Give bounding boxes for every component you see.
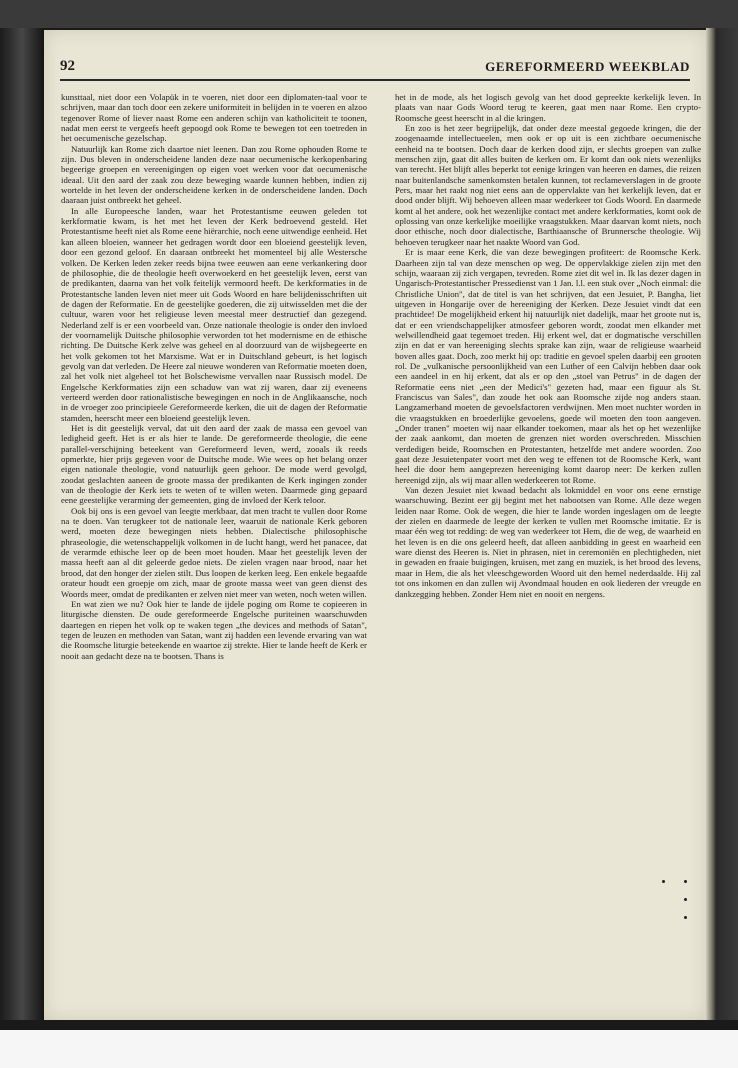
scan-top-border bbox=[0, 0, 738, 28]
scan-bottom-margin bbox=[0, 1030, 738, 1068]
left-text-column bbox=[61, 92, 367, 661]
paragraph: Natuurlijk kan Rome zich daartoe niet leenen. Dan zou Rome ophouden Rome te zijn. Dus bleven in onderscheidene landen deze naar oecumenische kerkopenbaring begeerige groepen en vereenigingen op eigen voet werken voor dat oecumenische ideaal. Uit den aard der zaak zou deze beweging waarde kunnen hebben, indien zij wortelde in het leven der onderscheidene kerken in de onderscheidene landen. Doch daaraan juist ontbreekt het geheel. bbox=[61, 143, 367, 206]
page-number: 92 bbox=[60, 58, 75, 74]
right-text-column bbox=[395, 92, 701, 599]
paragraph: het in de mode, als het logisch gevolg van het dood gepreekte kerkelijk leven. In plaats van naar Gods Woord terug te keeren, gaat men naar Rome. Een crypto-Roomsche geest heerscht in al die kringen. bbox=[395, 92, 701, 123]
paragraph: Van dezen Jesuiet niet kwaad bedacht als lokmiddel en voor ons eene ernstige waarschuwing. Bezint eer gij begint met het nabootsen van Rome. Alle deze wegen leiden naar Rome. Ook de wegen, die hier te lande worden ingeslagen om de leegte der zielen en daarmede de leegte der kerken te vullen met Roomsche imitatie. Er is maar één weg tot redding: de weg van wederkeer tot Hem, die de weg, de waarheid en het leven is en die ons geleerd heeft, dat alleen aanbidding in geest en waarheid een ware dienst des Heeren is. Niet in phrasen, niet in ceremoniën en plechtigheden, niet in gewaden en fraaie buigingen, kruisen, met zang en muziek, is het brood des levens, maar in Hem, die als het vleeschgeworden Woord uit den hemel nederdaalde. Hij zal tot ons inkomen en dan zullen wij Avondmaal houden en ook liederen der vreugde en dankzegging hebben. Zonder Hem niet en nooit en nergens. bbox=[395, 485, 701, 599]
ornament-dot bbox=[662, 880, 665, 883]
ornament-dot bbox=[684, 898, 687, 901]
paragraph: Ook bij ons is een gevoel van leegte merkbaar, dat men tracht te vullen door Rome na te doen. Van terugkeer tot de nationale leer, waaruit de nationale Kerk geboren werd, moeten deze bewegingen niets hebben. Dialectische philosophische phraseologie, die wetenschappelijk volkomen in de lucht hangt, werd het panacee, dat de verarmde ethische leer op de been moet houden. Maar het geestelijk leven der massa heeft aan al dit geleerde gedoe niets. De zielen vragen naar brood, naar het brood, dat den honger der zielen stilt. Dus loopen de kerken leeg. Een enkele begaafde orateur houdt een groepje om zich, maar de groote massa weet van geen dienst des Woords meer, omdat de predikanten er zelven niet meer van weten, noch weten willen. bbox=[61, 505, 367, 599]
paragraph: En zoo is het zeer begrijpelijk, dat onder deze meestal gegoede kringen, die der zoogenaamde intellectueelen, men ook er op uit is een zichtbare oecumenische eenheid na te bootsen. Doch daar de kerken dood zijn, er slechts groepen van zulke menschen zijn, gaat dit alles buiten de kerken om. Er komt dan ook niets wezenlijks van terecht. Het blijft alles beperkt tot eenige kringen van heeren en dames, die reizen naar buitenlandsche samenkomsten betalen kunnen, tot reclameverslagen in de groote Pers, maar het raakt nog niet eens aan de oppervlakte van het kerkelijk leven, dat er dood onder blijft. Wij behoeven alleen maar wederkeer tot Gods Woord. En daarmede komt al het andere, ook het wezenlijke contact met andere kerkformaties, komt ook de oplossing van onze kerkelijke moeilijke vraagstukken. Maar daarvan komt niets, noch door ethische, noch door dialectische, Barthiaansche of Brunnersche theologie. Wij behoeven terugkeer naar het naakte Woord van God. bbox=[395, 123, 701, 247]
paragraph: kunsttaal, niet door een Volapük in te voeren, niet door een diplomaten-taal voor te schrijven, maar dan toch door een zekere uniformiteit in belijden in te voeren en alzoo tegenover Rome of liever naast Rome een anderen schijn van katholiciteit te toonen, nadat men eerst te vergeefs heeft gepoogd ook Rome te bewegen tot een toetreden in het oecumenische gezelschap. bbox=[61, 92, 367, 144]
ornament-dot bbox=[684, 916, 687, 919]
scan-left-binding bbox=[0, 28, 44, 1028]
header-rule bbox=[60, 79, 690, 81]
section-end-ornament bbox=[660, 876, 690, 926]
scan-bottom-border bbox=[0, 1020, 738, 1030]
paragraph: Het is dit geestelijk verval, dat uit den aard der zaak de massa een gevoel van ledigheid geeft. Het is er als hier te lande. De gereformeerde theologie, die eene parallel-verschijning beteekent van Gereformeerd leven, werd, zooals ik reeds opmerkte, hier prijs gegeven voor de Duitsche mode. Wie wees op het belang onzer eigen nationale theologie, vond natuurlijk geen gehoor. De mode werd gevolgd, zoodat geslachten aaneen de groote massa der predikanten de Kerk ingingen zonder van de theologie der Kerk iets te weten of te willen weten. Daarmede ging gepaard eene geestelijke verarming der gemeenten, ging de invloed der Kerk teloor. bbox=[61, 423, 367, 506]
paragraph: Er is maar eene Kerk, die van deze bewegingen profiteert: de Roomsche Kerk. Daarheen zijn tal van deze menschen op weg. De oppervlakkige zielen zijn met den schijn, waaraan zij zich vergapen, tevreden. Rome ziet dit wel in. Ik las dezer dagen in Ungarisch-Protestantischer Pressedienst van 1 Jan. l.l. een stuk over „Noch einmal: die Christliche Union", dat de titel is van het schrijven, dat een Jesuiet, P. Bangha, liet uitgeven in Hongarije over de hereeniging der Kerken. Deze Jesuiet vindt dat een prachtidee! De mogelijkheid erkent hij natuurlijk niet dadelijk, maar het groote nut is, dat er een vriendschappelijker atmosfeer geboren wordt, zoodat men elkander met welwillendheid gaat tegemoet treden. Hij erkent wel, dat er dogmatische verschillen zijn en dat er van hereeniging slechts sprake kan zijn, waar de religieuse waarheid boven alles gaat. Doch, zoo merkt hij op: traditie en gevoel spelen daarbij een grooten rol. De „vulkanische persoonlijkheid van een Luther of een Calvijn hebben daar ook een aandeel in en hij erkent, dat als er op den „stoel van Petrus" in de dagen der Reformatie eens niet „een der Medici's" gezeten had, maar een figuur als St. Franciscus van Sales", dan zoude het ook aan Roomsche zijde nog anders staan. Langzamerhand moeten de gevoelsfactoren verdwijnen. Men moet nuchter worden in die vraagstukken en broederlijke gevoelens, goede wil moeten den toon aangeven. „Onder tranen" moeten wij naar elkander toekomen, maar als het op het wezenlijke der zaak aankomt, dan moeten de grenzen niet worden overschreden. Misschien verdedigen beide, Roomschen en Protestanten, hetzelfde met andere woorden. Zoo gaat deze Jesuietenpater voort met den weg te effenen tot de Roomsche Kerk, want heel die door hem aangeprezen hereeniging komt daarop neer: De kerken zullen hereenigd zijn, als wij maar allen wederkeeren tot Rome. bbox=[395, 247, 701, 485]
paragraph: In alle Europeesche landen, waar het Protestantisme eeuwen geleden tot kerkformatie kwam, is het met het leven der Kerk bedroevend gesteld. Het Protestantisme heeft niet als Rome eene hiërarchie, noch eene uitwendige eenheid. Het kan alleen bloeien, wanneer het gedragen wordt door een bloeiend geestelijk leven, door een gezond geloof. En daaraan ontbreekt het momenteel bij alle Westersche volken. De Kerken leden zeker reeds bijna twee eeuwen aan eene verkankering door de philosophie, die de theologie heeft overwoekerd en het geestelijk leven, eerst van de predikanten, daarna van het volk feitelijk vermoord heeft. De kerkformaties in de Protestantsche landen leven niet meer uit Gods Woord en hare belijdenisschriften uit de dagen der Reformatie. En de geestelijke goederen, die zij uitwisselden met die der cultuur, waren voor het religieuse leven meestal meer destructief dan gezegend. Nederland zelf is er een voorbeeld van. Onze nationale theologie is onder den invloed der voornamelijk Duitsche philosophie verworden tot het modernisme en de ethische richting. De Duitsche Kerk zelve was geheel en al doorzuurd van de wijsbegeerte en het volk gekomen tot het Marxisme. Wat er in Duitschland gebeurt, is het logisch gevolg van dat verleden. De Heere zal nieuwe wonderen van Reformatie moeten doen, zal het volk niet algeheel tot het Bolschewisme vervallen naar Russisch model. De Engelsche Kerkformaties zijn een schaduw van wat zij waren, daar zij eveneens verteerd werden door rationalistische bewegingen en noch in de Anglikaansche, noch in de vroeger zoo principieele Gereformeerde kerken, die uit de dagen der Reformatie stamden, heerscht meer een bloeiend geestelijk leven. bbox=[61, 205, 367, 423]
ornament-dot bbox=[684, 880, 687, 883]
paragraph: En wat zien we nu? Ook hier te lande de ijdele poging om Rome te copieeren in liturgische diensten. De oude gereformeerde Engelsche puriteinen waarschuwden daartegen en riepen het volk op te waken tegen „the devices and methods of Satan", tegen de leuzen en methoden van Satan, want zij hadden een levende ervaring van wat die Roomsche liturgie beteekende en waartoe zij strekte. Hier te lande heeft de Kerk er nooit aan gedacht deze na te bootsen. Thans is bbox=[61, 598, 367, 661]
page-header bbox=[60, 58, 690, 78]
running-title: GEREFORMEERD WEEKBLAD bbox=[485, 59, 690, 74]
scan-right-edge bbox=[706, 28, 738, 1028]
